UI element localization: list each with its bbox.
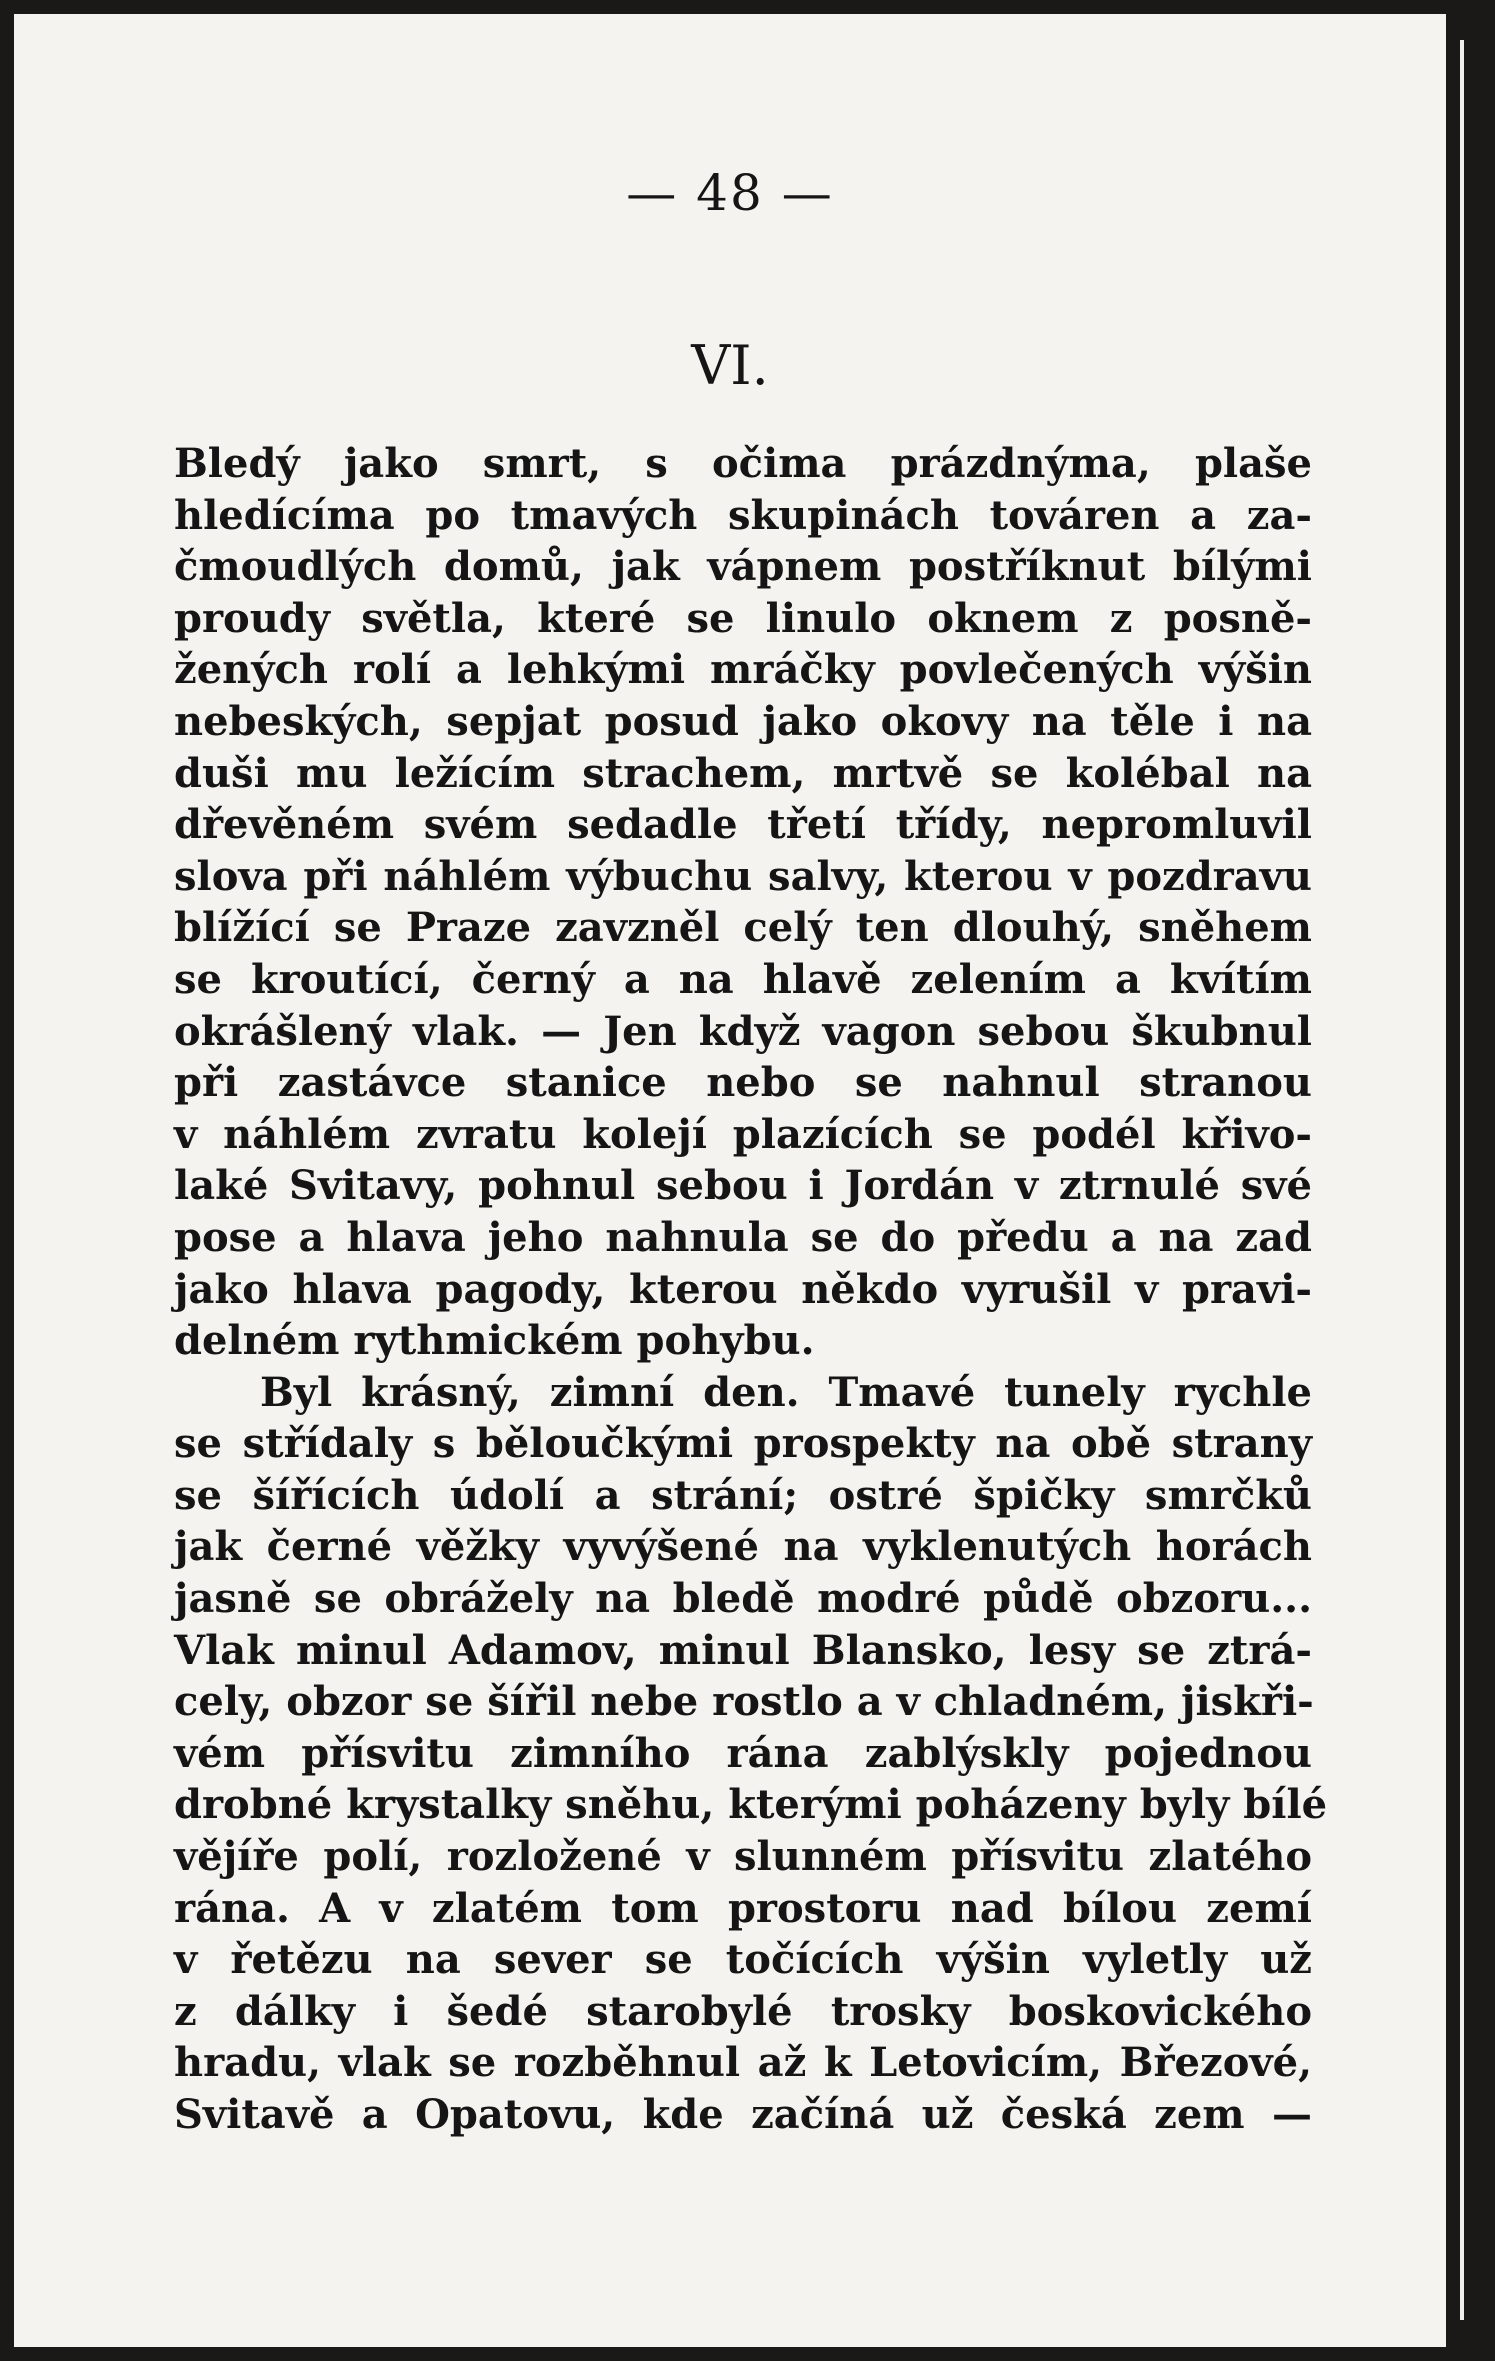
text-line: se šířících údolí a strání; ostré špičky smrčků xyxy=(174,1471,1312,1519)
text-line: jasně se obrážely na bledě modré půdě obzoru... xyxy=(174,1575,1312,1623)
text-line: proudy světla, které se linulo oknem z posně- xyxy=(174,594,1312,642)
text-line: nebeských, sepjat posud jako okovy na těle i na xyxy=(174,697,1312,745)
text-line: se střídaly s běloučkými prospekty na obě strany xyxy=(174,1420,1312,1468)
text-line: se kroutící, černý a na hlavě zelením a kvítím xyxy=(174,955,1312,1003)
text-line: vějíře polí, rozložené v slunném přísvitu zlatého xyxy=(174,1833,1312,1881)
text-line: v řetězu na sever se točících výšin vyletly už xyxy=(174,1936,1312,1984)
text-line: při zastávce stanice nebo se nahnul stranou xyxy=(174,1059,1312,1107)
text-line: cely, obzor se šířil nebe rostlo a v chladném, jiskři- xyxy=(174,1678,1314,1726)
text-line: jako hlava pagody, kterou někdo vyrušil v pravi- xyxy=(174,1265,1312,1313)
text-line: rána. A v zlatém tom prostoru nad bílou zemí xyxy=(174,1884,1312,1932)
text-line: vém přísvitu zimního rána zablýskly pojednou xyxy=(174,1729,1312,1777)
text-line: pose a hlava jeho nahnula se do předu a na zad xyxy=(174,1213,1312,1261)
text-line: žených rolí a lehkými mráčky povlečených výšin xyxy=(174,646,1312,694)
text-line: delném rythmickém pohybu. xyxy=(174,1317,815,1365)
text-line: v náhlém zvratu kolejí plazících se podél křivo- xyxy=(174,1110,1312,1158)
text-line: duši mu ležícím strachem, mrtvě se kolébal na xyxy=(174,749,1312,797)
text-line: okrášlený vlak. — Jen když vagon sebou škubnul xyxy=(174,1007,1312,1055)
text-line: hradu, vlak se rozběhnul až k Letovicím, Březové, xyxy=(174,2039,1312,2087)
text-line: Byl krásný, zimní den. Tmavé tunely rychle xyxy=(260,1368,1312,1416)
text-line: Bledý jako smrt, s očima prázdnýma, plaše xyxy=(174,440,1312,487)
book-spine xyxy=(1446,0,1495,2361)
page-number: — 48 — xyxy=(626,164,834,222)
text-line: čmoudlých domů, jak vápnem postříknut bílými xyxy=(174,543,1312,591)
text-line: drobné krystalky sněhu, kterými poházeny byly bílé xyxy=(174,1781,1328,1829)
book-page xyxy=(14,14,1446,2347)
text-line: jak černé věžky vyvýšené na vyklenutých horách xyxy=(174,1523,1312,1571)
body-text xyxy=(174,438,1328,2141)
spine-edge xyxy=(1460,40,1464,2320)
text-line: slova při náhlém výbuchu salvy, kterou v pozdravu xyxy=(174,852,1312,900)
text-line: blížící se Praze zavzněl celý ten dlouhý, sněhem xyxy=(174,904,1312,952)
text-line: dřevěném svém sedadle třetí třídy, nepromluvil xyxy=(174,801,1312,849)
text-line: Vlak minul Adamov, minul Blansko, lesy se ztrá- xyxy=(174,1626,1312,1674)
chapter-heading: VI. xyxy=(691,334,769,397)
text-line: Svitavě a Opatovu, kde začíná už česká zem — xyxy=(174,2091,1312,2138)
text-line: hledícíma po tmavých skupinách továren a za- xyxy=(174,491,1312,539)
text-line: laké Svitavy, pohnul sebou i Jordán v ztrnulé své xyxy=(174,1162,1312,1210)
text-line: z dálky i šedé starobylé trosky boskovického xyxy=(174,1987,1312,2035)
